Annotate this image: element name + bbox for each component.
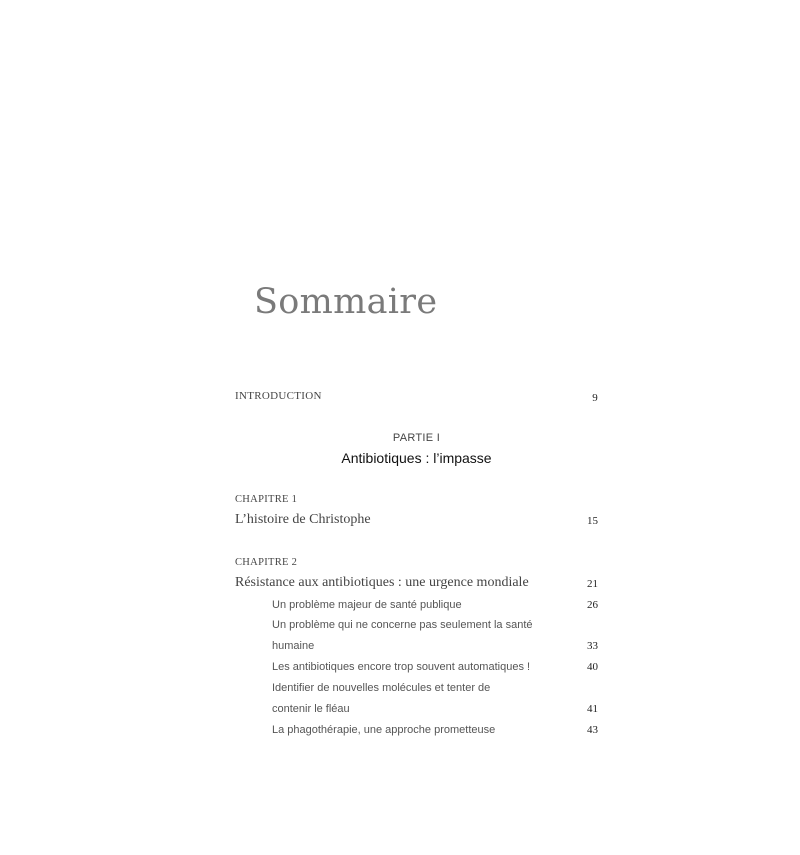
page-title: Sommaire [254,282,438,322]
toc-page-number: 40 [587,661,598,673]
toc-section-entry-continuation[interactable] [272,640,598,652]
toc-page-number: 26 [587,599,598,611]
toc-page-number: 15 [587,515,598,527]
toc-section-entry-continuation[interactable] [272,703,598,715]
toc-entry-chapter-1[interactable] [235,512,598,528]
toc-entry-introduction[interactable] [235,390,598,402]
part-title: Antibiotiques : l’impasse [341,450,492,466]
section-title: Un problème majeur de santé publique [272,599,462,611]
toc-entry-chapter-2[interactable] [235,575,598,591]
section-title-line: Identifier de nouvelles molécules et tenter de [272,682,491,694]
section-title: La phagothérapie, une approche prometteuse [272,724,496,736]
toc-page-number: 43 [587,724,598,736]
toc-section-entry[interactable] [272,661,598,673]
toc-section-entry[interactable] [272,682,598,694]
chapter-label: CHAPITRE 2 [235,557,298,568]
toc-entry-label: INTRODUCTION [235,390,322,402]
section-title: Les antibiotiques encore trop souvent automatiques ! [272,661,531,673]
toc-page-number: 9 [592,392,598,404]
toc-page-number: 41 [587,703,598,715]
section-title-line: Un problème qui ne concerne pas seulement la santé [272,619,533,631]
toc-page-number: 33 [587,640,598,652]
chapter-title: L’histoire de Christophe [235,512,371,527]
chapter-label: CHAPITRE 1 [235,494,298,505]
toc-section-entry[interactable] [272,724,598,736]
section-title-line: humaine [272,640,315,652]
toc-section-entry[interactable] [272,619,598,631]
toc-section-entry[interactable] [272,599,598,611]
section-title-line: contenir le fléau [272,703,350,715]
toc-page-number: 21 [587,578,598,590]
chapter-title: Résistance aux antibiotiques : une urgence mondiale [235,575,529,590]
part-number: PARTIE I [392,432,441,444]
